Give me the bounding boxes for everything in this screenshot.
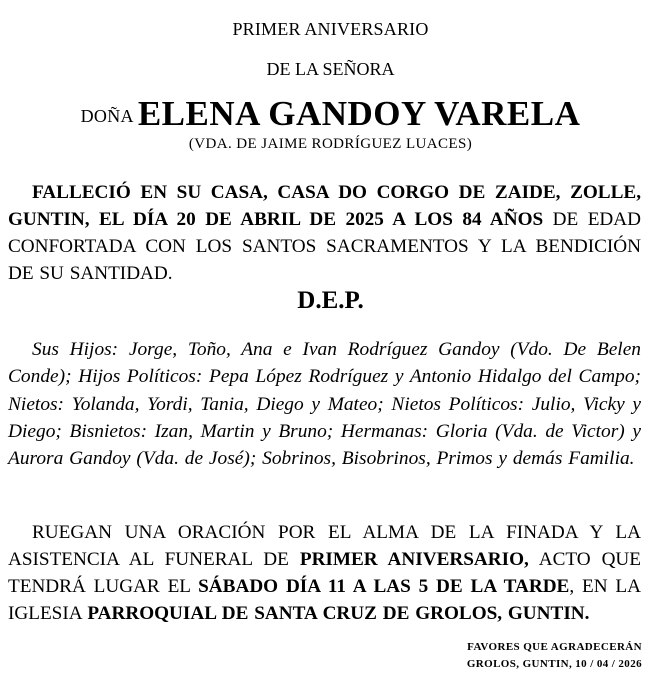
senora-heading: DE LA SEÑORA bbox=[266, 59, 395, 79]
death-notice-bold: FALLECIÓ EN SU CASA, CASA DO CORGO DE ZAIDE, ZOLLE, GUNTIN, EL DÍA 20 DE ABRIL DE 2025 A LOS 84 AÑOS bbox=[8, 182, 641, 230]
invitation-text-3: , EN LA IGLESIA bbox=[8, 576, 641, 624]
widow-of-line: (VDA. DE JAIME RODRÍGUEZ LUACES) bbox=[188, 136, 473, 152]
title-prefix: DOÑA bbox=[80, 106, 134, 126]
invitation-paragraph bbox=[8, 519, 641, 627]
family-text: Sus Hijos: Jorge, Toño, Ana e Ivan Rodríguez Gandoy (Vdo. De Belen Conde); Hijos Políticos: Pepa López Rodríguez y Antonio Hidalgo del Campo; Nietos: Yolanda, Yordi, Tania, Diego y Mateo; Nietos Políticos: Julio, Vicky y Diego; Bisnietos: Izan, Martin y Bruno; Hermanas: Gloria (Vda. de Victor) y Aurora Gandoy (Vda. de José); Sobrinos, Bisobrinos, Primos y demás Familia. bbox=[8, 339, 641, 470]
dep-heading: D.E.P. bbox=[297, 287, 364, 314]
deceased-name-row bbox=[0, 94, 661, 134]
invitation-bold-1: PRIMER ANIVERSARIO, bbox=[299, 549, 529, 570]
deceased-name: ELENA GANDOY VARELA bbox=[137, 94, 581, 133]
footer-place-date: GROLOS, GUNTIN, 10 / 04 / 2026 bbox=[466, 658, 642, 670]
invitation-bold-2: SÁBADO DÍA 11 A LAS 5 DE LA TARDE bbox=[198, 576, 570, 597]
death-notice-rest: DE EDAD CONFORTADA CON LOS SANTOS SACRAMENTOS Y LA BENDICIÓN DE SU SANTIDAD. bbox=[8, 209, 641, 284]
family-paragraph bbox=[8, 336, 641, 472]
invitation-bold-3: PARROQUIAL DE SANTA CRUZ DE GROLOS, GUNTIN. bbox=[87, 603, 590, 624]
invitation-text-1: RUEGAN UNA ORACIÓN POR EL ALMA DE LA FINADA Y LA ASISTENCIA AL FUNERAL DE bbox=[8, 522, 641, 570]
footer-thanks: FAVORES QUE AGRADECERÁN bbox=[467, 641, 642, 653]
death-notice-paragraph bbox=[8, 179, 641, 287]
invitation-text-2: ACTO QUE TENDRÁ LUGAR EL bbox=[8, 549, 641, 597]
anniversary-heading: PRIMER ANIVERSARIO bbox=[232, 19, 429, 39]
